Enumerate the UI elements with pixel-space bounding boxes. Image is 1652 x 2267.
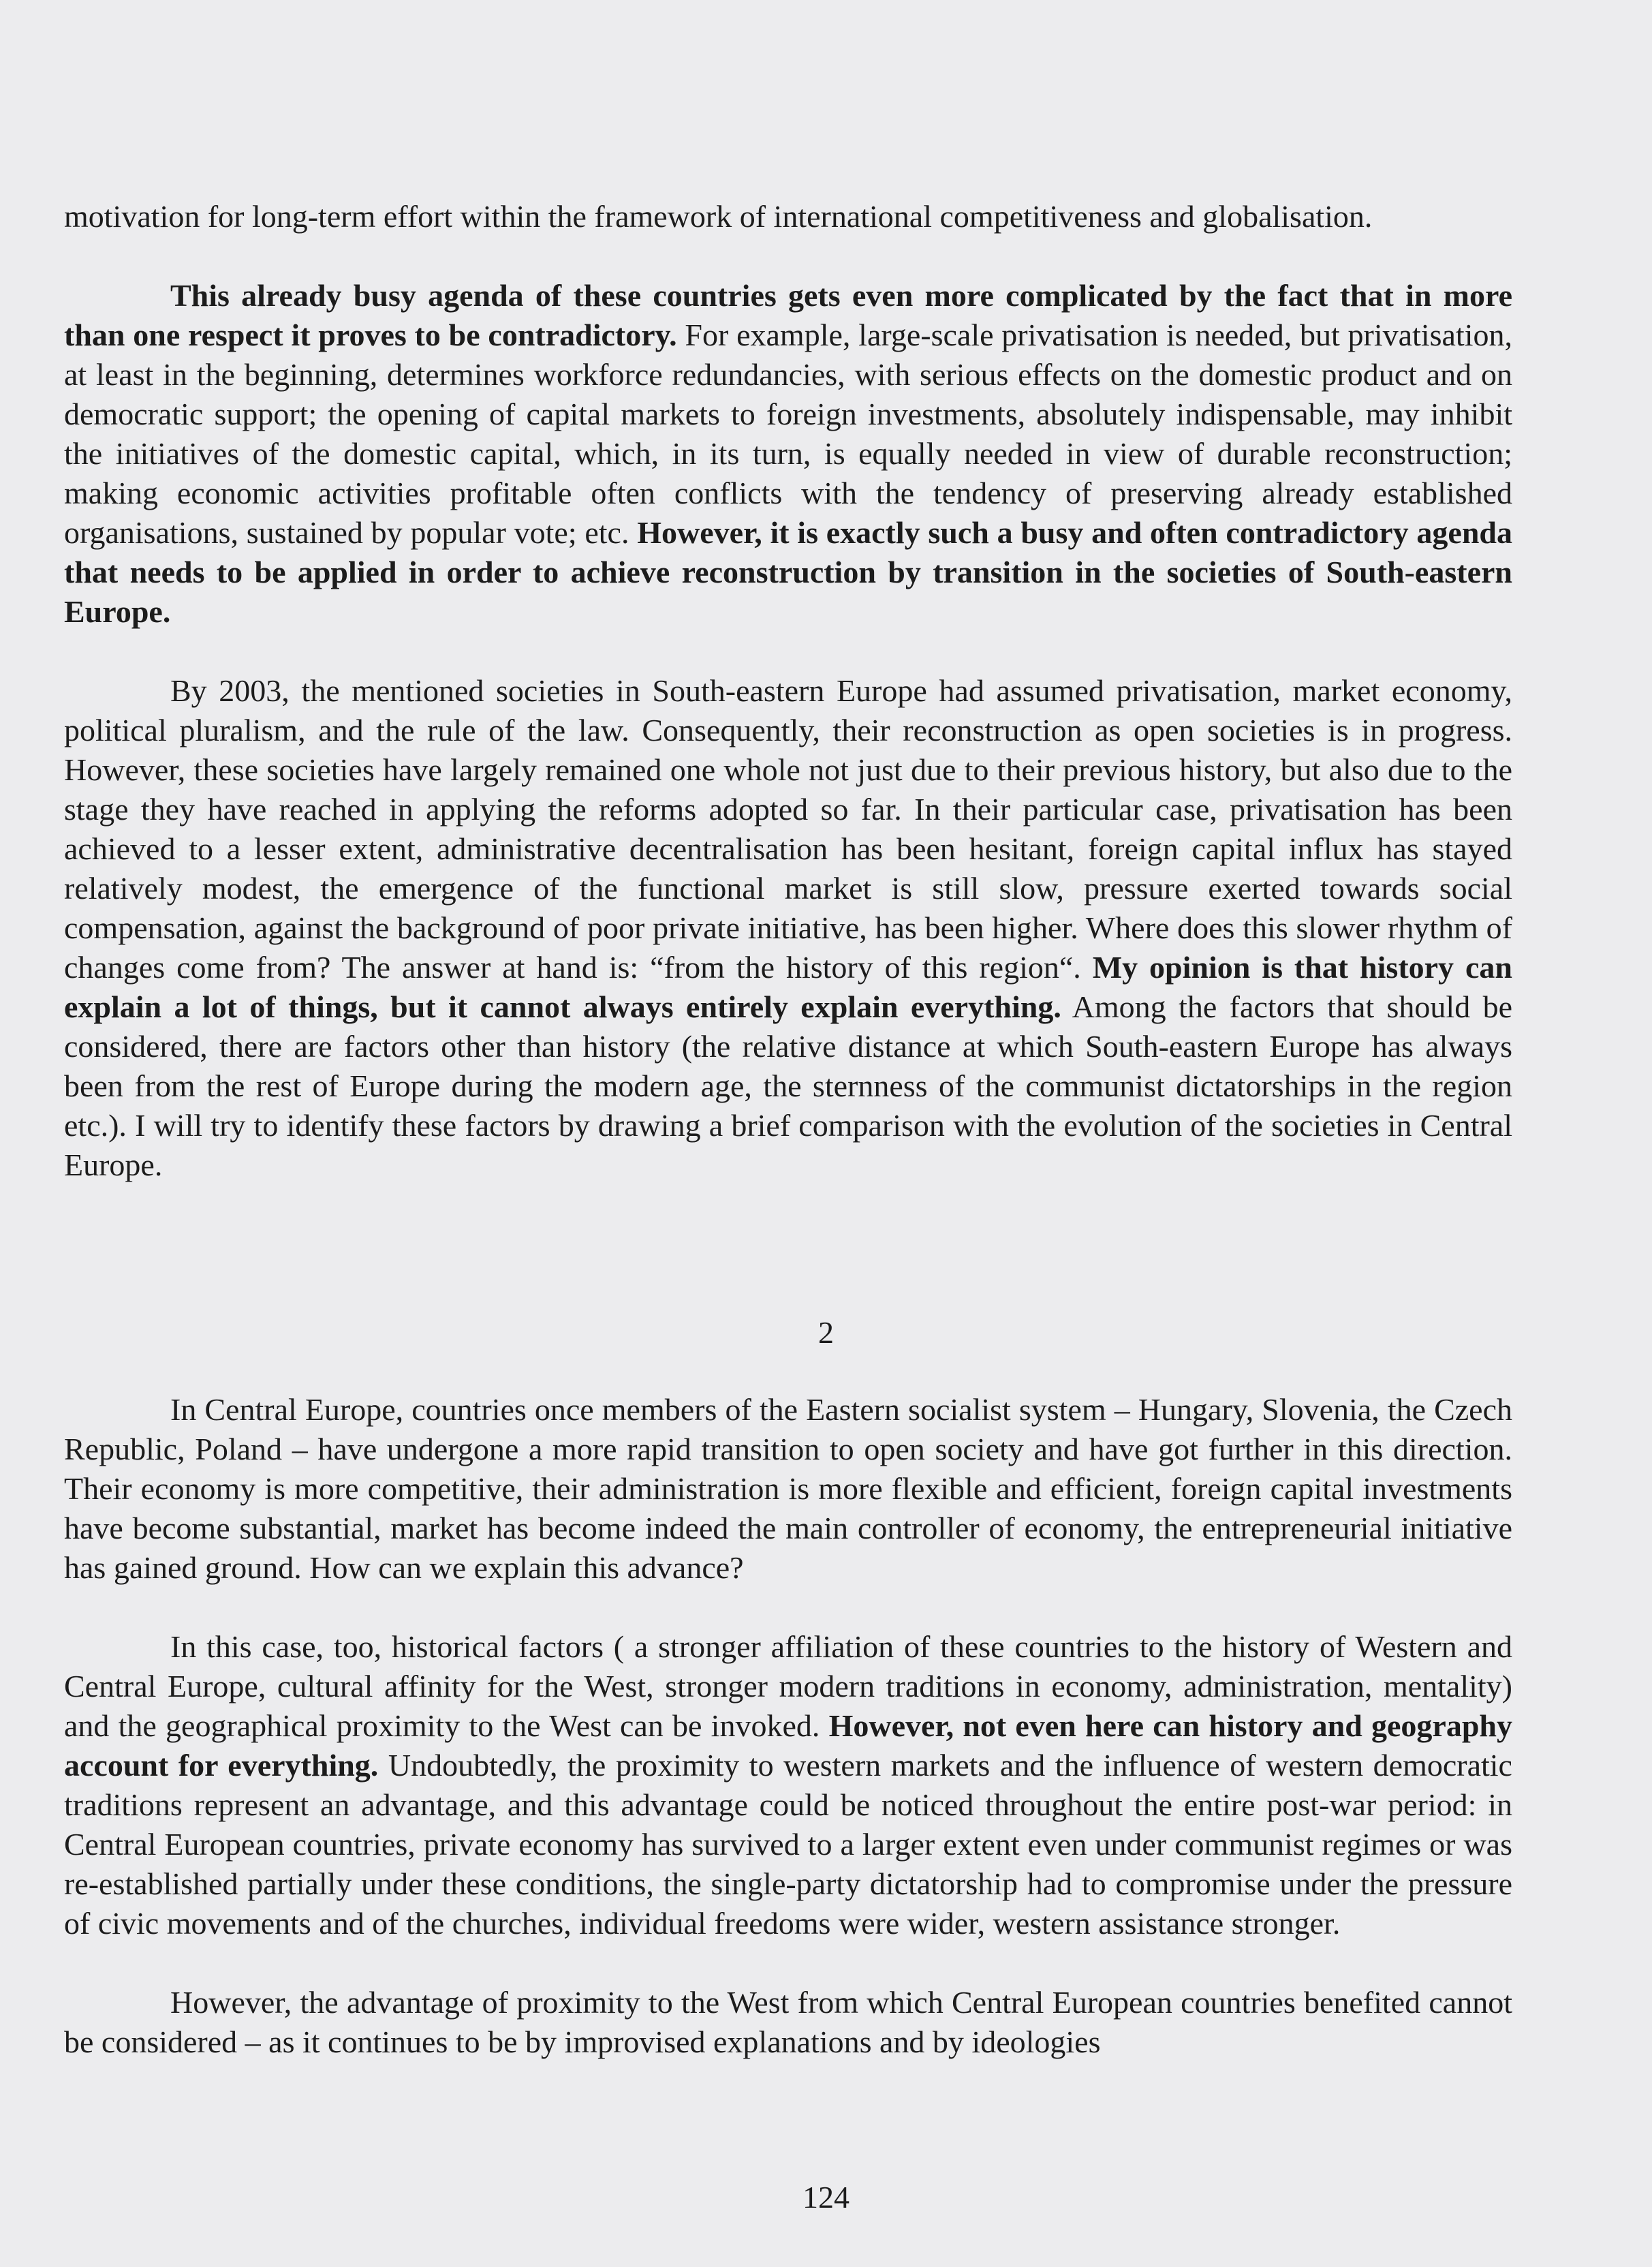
text-block-upper bbox=[64, 197, 1512, 1185]
paragraph-3 bbox=[64, 671, 1512, 1185]
text-block-lower bbox=[64, 1390, 1512, 2062]
paragraph-3-text-2: Among the factors that should be considered, there are factors other than history (the relative distance at which South-eastern Europe has always been from the rest of Europe during the modern age, the sternness of the communist dictatorships in the region etc.). I will try to identify these factors by drawing a brief comparison with the evolution of the societies in Central Europe. bbox=[64, 989, 1513, 1182]
paragraph-1 bbox=[64, 197, 1512, 236]
paragraph-5-text-2: Undoubtedly, the proximity to western markets and the influence of western democratic traditions represent an advantage, and this advantage could be noticed throughout the entire post-war period: in Central European countries, private economy has survived to a larger extent even under communist regimes or was re-established partially under these conditions, the single-party dictatorship had to compromise under the pressure of civic movements and of the churches, individual freedoms were wider, western assistance stronger. bbox=[64, 1748, 1512, 1941]
paragraph-6-text: However, the advantage of proximity to the West from which Central European countries benefited cannot be considered – as it continues to be by improvised explanations and by ideologies bbox=[64, 1985, 1512, 2059]
paragraph-5 bbox=[64, 1627, 1512, 1943]
section-number: 2 bbox=[818, 1315, 834, 1350]
paragraph-2-bold-2: However, it is exactly such a busy and often contradictory agenda that needs to be applied in order to achieve reconstruction by transition in the societies of South-eastern Europe. bbox=[64, 515, 1512, 629]
paragraph-2-bold-1: This already busy agenda of these countries gets even more complicated by the fact that in more than one respect it proves to be contradictory. bbox=[64, 278, 1512, 352]
paragraph-2-text: For example, large-scale privatisation is needed, but privatisation, at least in the beginning, determines workforce redundancies, with serious effects on the domestic product and on democratic support; the opening of capital markets to foreign investments, absolutely indispensable, may inhibit the initiatives of the domestic capital, which, in its turn, is equally needed in view of durable reconstruction; making economic activities profitable often conflicts with the tendency of preserving already established organisations, sustained by popular vote; etc. bbox=[64, 318, 1512, 550]
paragraph-4-text: In Central Europe, countries once members of the Eastern socialist system – Hungary, Slovenia, the Czech Republic, Poland – have undergone a more rapid transition to open society and have got further in this direction. Their economy is more competitive, their administration is more flexible and efficient, foreign capital investments have become substantial, market has become indeed the main controller of economy, the entrepreneurial initiative has gained ground. How can we explain this advance? bbox=[64, 1392, 1512, 1585]
paragraph-5-bold: However, not even here can history and geography account for everything. bbox=[64, 1708, 1512, 1783]
paragraph-6 bbox=[64, 1983, 1512, 2062]
page-number: 124 bbox=[802, 2180, 850, 2215]
paragraph-5-text-1: In this case, too, historical factors ( a stronger affiliation of these countries to the history of Western and Central Europe, cultural affinity for the West, stronger modern traditions in economy, administration, mentality) and the geographical proximity to the West can be invoked. bbox=[64, 1629, 1512, 1743]
paragraph-1-text: motivation for long-term effort within the framework of international competitiveness and globalisation. bbox=[64, 199, 1373, 234]
paragraph-2 bbox=[64, 276, 1512, 632]
paragraph-3-bold: My opinion is that history can explain a lot of things, but it cannot always entirely explain everything. bbox=[64, 950, 1512, 1024]
paragraph-3-text-1: By 2003, the mentioned societies in South-eastern Europe had assumed privatisation, market economy, political pluralism, and the rule of the law. Consequently, their reconstruction as open societies is in progress. However, these societies have largely remained one whole not just due to their previous history, but also due to the stage they have reached in applying the reforms adopted so far. In their particular case, privatisation has been achieved to a lesser extent, administrative decentralisation has been hesitant, foreign capital influx has stayed relatively modest, the emergence of the functional market is still slow, pressure exerted towards social compensation, against the background of poor private initiative, has been higher. Where does this slower rhythm of changes come from? The answer at hand is: “from the history of this region“. bbox=[64, 673, 1512, 985]
paragraph-4 bbox=[64, 1390, 1512, 1588]
